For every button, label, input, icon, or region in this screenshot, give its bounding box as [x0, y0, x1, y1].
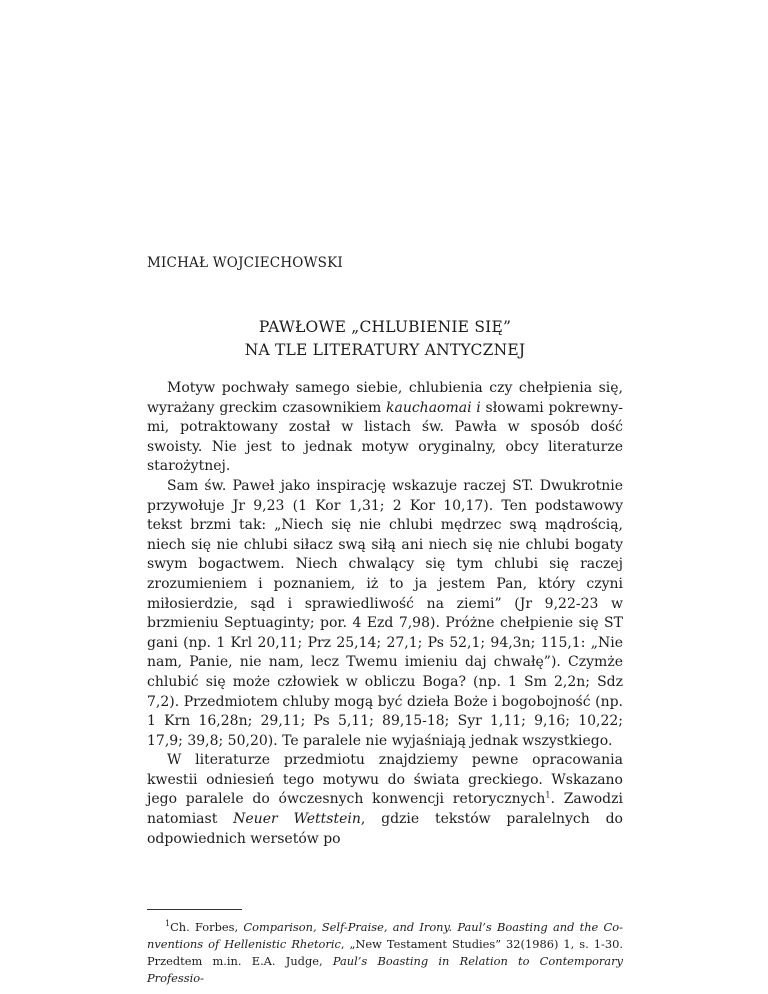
footnote-reference[interactable]: 1 — [545, 790, 551, 800]
title-line-1: PAWŁOWE „CHLUBIENIE SIĘ” — [258, 318, 512, 336]
paragraph-2: Sam św. Paweł jako inspirację wskazuje raczej ST. Dwukrotnie przywołuje Jr 9,23 (1 Kor 1,31; 2 Kor 10,17). Ten podstawowy tekst brzmi tak: „Niech się nie chlubi mędrzec swą mądrością, niech się nie chlubi siłacz swą siłą ani niech się nie chlubi bogaty swym bogactwem. Niech chwalący się tym chlubi się raczej zrozumieniem i poznaniem, iż to ja jestem Pan, który czyni miłosierdzie, sąd i sprawiedliwość na ziemi” (Jr 9,22-23 w brzmieniu Septuaginty; por. 4 Ezd 7,98). Próżne chełpienie się ST gani (np. 1 Krl 20,11; Prz 25,14; 27,1; Ps 52,1; 94,3n; 115,1: „Nie nam, Panie, nie nam, lecz Twemu imieniu daj chwałę”). Czymże chlubić się może człowiek w obliczu Boga? (np. 1 Sm 2,2n; Sdz 7,2). Przedmiotem chluby mogą być dzieła Boże i bogobojność (np. 1 Krn 16,28n; 29,11; Ps 5,11; 89,15-18; Syr 1,11; 9,16; 10,22; 17,9; 39,8; 50,20). Te paralele nie wyjaśniają jednak wszystkiego. — [147, 477, 623, 749]
paragraph-3-work-title: Neuer Wettstein — [233, 811, 361, 828]
footnote-1 — [147, 919, 623, 987]
paragraph-3-text-d: , gdzie tekstów paralelnych do odpowiednich wersetów po — [147, 811, 623, 847]
paragraph-3 — [147, 751, 623, 849]
paragraph-1-term: kauchaomai i — [385, 399, 481, 416]
footnote-number: 1 — [165, 919, 171, 929]
paragraph-3-text-a: W literaturze przedmiotu znajdziemy pewne opracowania kwestii odniesień tego motywu do świata greckiego. Wskazano jego paralele do ówczesnych konwencji retorycznych — [147, 752, 623, 808]
paragraph-1-text-c: słowami pokrewnymi, potraktowany został w listach św. Pawła w sposób dość swoisty. Nie jest to jednak motyw oryginalny, obcy literaturze starożytnej. — [147, 399, 623, 475]
paragraph-1-text-a: Motyw pochwały samego siebie, chlubienia czy chełpienia się, wyrażany greckim czasownikiem — [147, 380, 623, 416]
article-body — [147, 379, 623, 849]
footnote-title-2: Paul’s Boasting in Relation to Contemporary Professio- — [147, 954, 623, 985]
footnote-text-a: Ch. Forbes, — [170, 920, 244, 934]
article-title — [147, 316, 623, 362]
author-name: MICHAŁ WOJCIECHOWSKI — [147, 255, 343, 271]
paragraph-1 — [147, 379, 623, 477]
footnote-divider — [147, 909, 242, 910]
paragraph-3-text-b: . Zawodzi natomiast — [147, 791, 623, 828]
title-line-2: NA TLE LITERATURY ANTYCZNEJ — [244, 341, 526, 359]
footnote-text-c: , „New Testament Studies” 32(1986) 1, s. 1-30. Przedtem m.in. E.A. Judge, — [147, 937, 623, 968]
footnote-title-1: Comparison, Self-Praise, and Irony. Paul’s Boasting and the Conventions of Hellenistic Rhetoric — [147, 920, 623, 951]
